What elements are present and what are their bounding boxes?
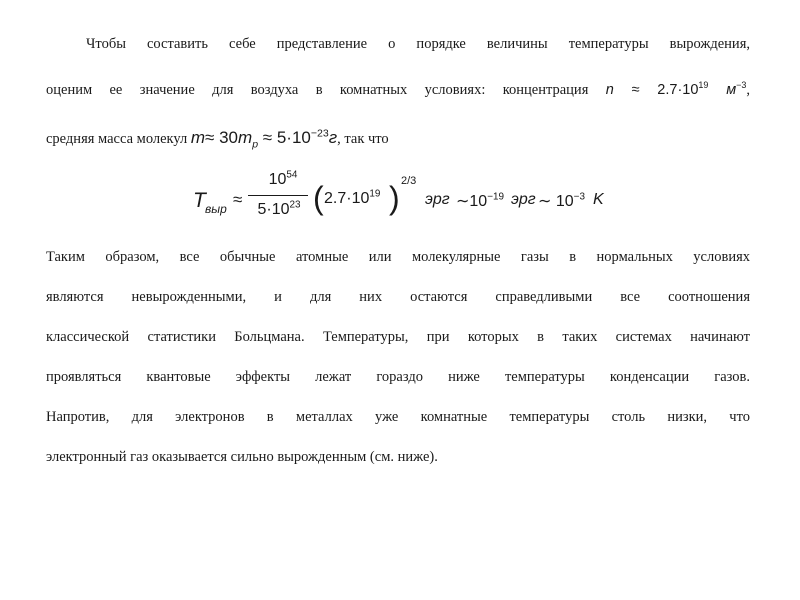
concentration-formula xyxy=(606,82,747,98)
sim-2: ∼ $10^{-3}$ xyxy=(538,191,585,210)
mass-approx-1: ≈ 30 xyxy=(205,128,239,147)
numerator-base: 10 xyxy=(268,171,287,188)
mp-symbol: m xyxy=(238,128,253,147)
mass-approx-2: ≈ 5·10 xyxy=(262,128,311,147)
degeneracy-temperature-formula xyxy=(0,165,800,235)
paragraph-2-line-3: классической статистики Больцмана. Температуры, при которых в таких системах начинают xyxy=(46,329,750,345)
exp-2: −19 xyxy=(487,191,505,203)
n-unit-exp: −3 xyxy=(736,80,747,91)
n-unit: м xyxy=(726,82,737,98)
sim-1: $\sim 10^{-19}$ xyxy=(456,191,505,210)
mass-formula xyxy=(190,127,338,151)
unit-erg-2: эрг xyxy=(511,191,536,208)
mass-unit: г xyxy=(328,128,338,147)
line2-end: , xyxy=(746,82,751,98)
numerator-exp: 54 xyxy=(286,169,298,181)
n-symbol: n xyxy=(605,82,614,98)
mp-subscript: p xyxy=(252,138,259,151)
fraction-bar xyxy=(248,195,308,196)
exp-3: −3 xyxy=(573,191,585,203)
paren-exp: 19 xyxy=(369,188,381,200)
paren-open: ( xyxy=(313,180,324,216)
paragraph-1-line-1: Чтобы составить себе представление о порядке величины температуры вырождения, xyxy=(86,36,750,52)
n-approx: ≈ 2.7·10 xyxy=(631,82,699,98)
approx-sign: ≈ xyxy=(233,190,243,209)
mass-exp: −23 xyxy=(310,127,329,140)
paren-close: ) xyxy=(389,180,400,216)
paragraph-2-line-4: проявляться квантовые эффекты лежат гораздо ниже температуры конденсации газов. xyxy=(46,369,750,385)
paragraph-2-line-6: электронный газ оказывается сильно вырожденным (см. ниже). xyxy=(46,449,438,465)
T-subscript: выр xyxy=(205,202,227,216)
line2-text: оценим ее значение для воздуха в комнатных условиях: концентрация xyxy=(46,82,589,98)
power-exp: 2/3 xyxy=(401,175,417,187)
n-exp: 19 xyxy=(698,80,709,91)
denominator-base: 5·10 xyxy=(257,201,290,218)
paragraph-1-line-2 xyxy=(46,82,750,99)
denominator-exp: 23 xyxy=(289,199,301,211)
paragraph-2-line-5: Напротив, для электронов в металлах уже комнатные температуры столь низки, что xyxy=(46,409,750,425)
fraction-numerator xyxy=(258,171,308,189)
unit-erg-1: эрг xyxy=(425,191,450,208)
paragraph-2-line-2: являются невырожденными, и для них остаются справедливыми все соотношения xyxy=(46,289,750,305)
line3-text: средняя масса молекул xyxy=(46,131,188,147)
m-symbol: m xyxy=(190,128,206,147)
T-symbol: T xyxy=(193,189,206,212)
line3-end: , так что xyxy=(337,131,389,147)
paragraph-2-line-1: Таким образом, все обычные атомные или молекулярные газы в нормальных условиях xyxy=(46,249,750,265)
fraction-denominator xyxy=(246,201,312,219)
paragraph-1-line-3 xyxy=(46,127,750,151)
kelvin: K xyxy=(593,191,604,208)
paren-body: $2.7\cdot 10^{19}$ xyxy=(324,188,381,207)
